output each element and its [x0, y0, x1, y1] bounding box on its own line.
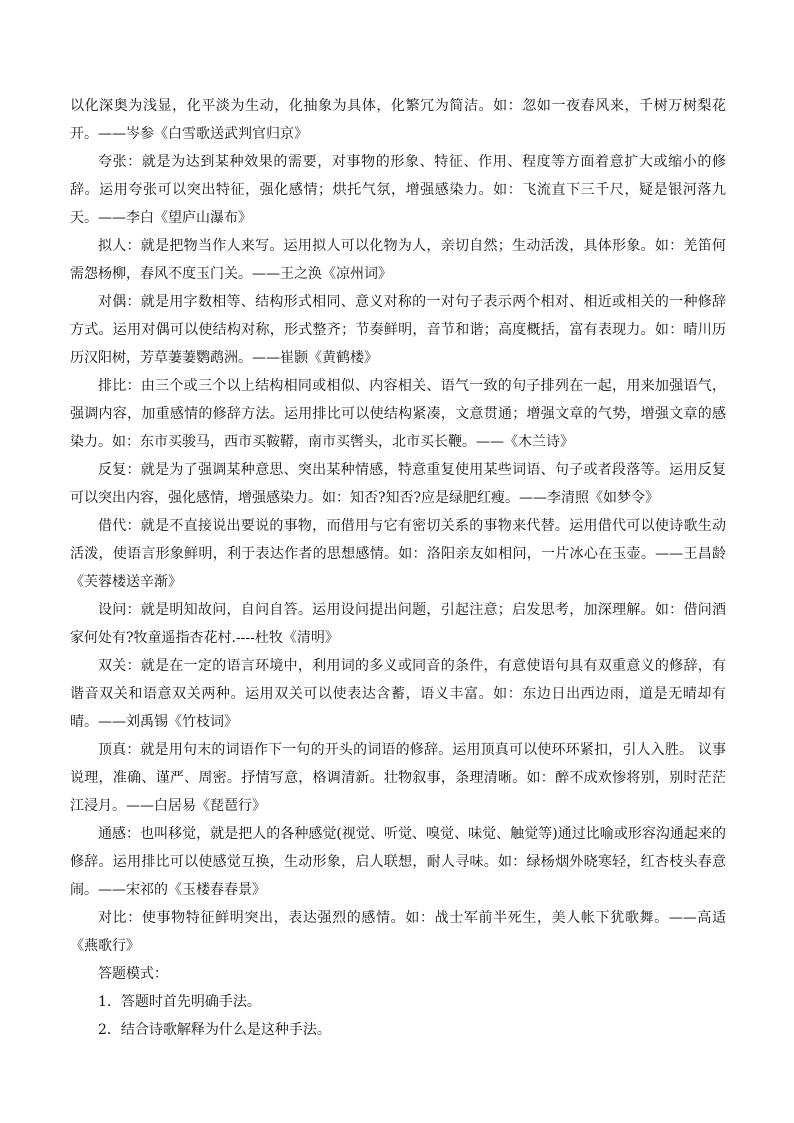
- answer-mode-item: 1．答题时首先明确手法。: [98, 994, 261, 1010]
- document-body: [70, 92, 726, 1044]
- answer-mode-item: 2．结合诗歌解释为什么是这种手法。: [98, 1022, 331, 1038]
- paragraph-synesthesia: 通感：也叫移觉，就是把人的各种感觉(视觉、听觉、嗅觉、味觉、触觉等)通过比喻或形容沟通起来的修辞。运用排比可以使感觉互换，生动形象，启人联想，耐人寻味。如：绿杨烟外晓寒轻，红杏枝头春意闹。——宋祁的《玉楼春春景》: [70, 826, 726, 898]
- paragraph-contrast: 对比：使事物特征鲜明突出，表达强烈的感情。如：战士军前半死生，美人帐下犹歌舞。——高适《燕歌行》: [70, 910, 726, 954]
- paragraph-anadiplosis: 顶真：就是用句末的词语作下一句的开头的词语的修辞。运用顶真可以使环环紧扣，引人入胜。 议事说理，准确、谨严、周密。抒情写意，格调清新。壮物叙事，条理清晰。如：醉不成欢惨将别，别时茫茫江浸月。——白居易《琵琶行》: [70, 742, 726, 814]
- paragraph-metonymy: 借代：就是不直接说出要说的事物，而借用与它有密切关系的事物来代替。运用借代可以使诗歌生动活泼，使语言形象鲜明，利于表达作者的思想感情。如：洛阳亲友如相问，一片冰心在玉壶。——王昌龄《芙蓉楼送辛渐》: [70, 518, 726, 590]
- paragraph-antithesis: 对偶：就是用字数相等、结构形式相同、意义对称的一对句子表示两个相对、相近或相关的一种修辞方式。运用对偶可以使结构对称，形式整齐；节奏鲜明，音节和谐；高度概括，富有表现力。如：晴川历历汉阳树，芳草萋萋鹦鹉洲。——崔颢《黄鹤楼》: [70, 294, 726, 366]
- paragraph-personification: 拟人：就是把物当作人来写。运用拟人可以化物为人，亲切自然；生动活泼，具体形象。如：羌笛何需怨杨柳，春风不度玉门关。——王之涣《凉州词》: [70, 238, 726, 282]
- paragraph-repetition: 反复：就是为了强调某种意思、突出某种情感，特意重复使用某些词语、句子或者段落等。运用反复可以突出内容，强化感情，增强感染力。如：知否?知否?应是绿肥红瘦。——李清照《如梦令》: [70, 462, 726, 506]
- paragraph-parallelism: 排比：由三个或三个以上结构相同或相似、内容相关、语气一致的句子排列在一起，用来加强语气，强调内容，加重感情的修辞方法。运用排比可以使结构紧凑，文意贯通；增强文章的气势，增强文章的感染力。如：东市买骏马，西市买鞍鞯，南市买辔头，北市买长鞭。——《木兰诗》: [70, 378, 726, 450]
- paragraph-rhetorical-question: 设问：就是明知故问，自问自答。运用设问提出问题，引起注意；启发思考，加深理解。如：借问酒家何处有?牧童遥指杏花村.----杜牧《清明》: [70, 602, 726, 646]
- paragraph-hyperbole: 夸张：就是为达到某种效果的需要，对事物的形象、特征、作用、程度等方面着意扩大或缩小的修辞。运用夸张可以突出特征，强化感情；烘托气氛，增强感染力。如：飞流直下三千尺，疑是银河落九天。——李白《望庐山瀑布》: [70, 154, 726, 226]
- paragraph-pun: 双关：就是在一定的语言环境中，利用词的多义或同音的条件，有意使语句具有双重意义的修辞，有谐音双关和语意双关两种。运用双关可以使表达含蓄，语义丰富。如：东边日出西边雨，道是无晴却有晴。——刘禹锡《竹枝词》: [70, 658, 726, 730]
- paragraph-metaphor-continued: 以化深奥为浅显，化平淡为生动，化抽象为具体，化繁冗为简洁。如：忽如一夜春风来，千树万树梨花开。——岑参《白雪歌送武判官归京》: [70, 98, 726, 142]
- answer-mode-heading: 答题模式：: [98, 966, 168, 982]
